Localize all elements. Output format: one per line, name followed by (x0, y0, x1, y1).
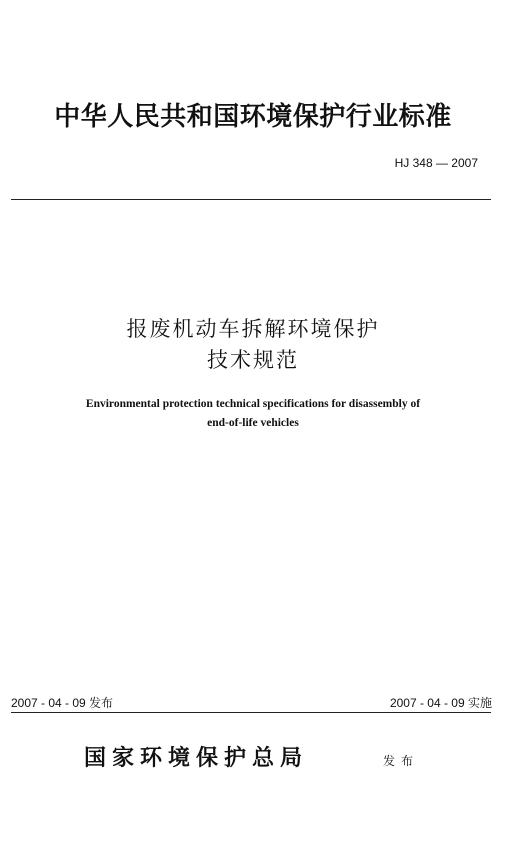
bottom-divider (11, 712, 491, 713)
english-title-line-1: Environmental protection technical specifications for disassembly of (85, 398, 421, 410)
chinese-title-line-2: 技术规范 (207, 348, 299, 372)
issuing-authority: 国家环境保护总局 (84, 745, 309, 771)
english-title-line-2: end-of-life vehicles (207, 417, 299, 429)
chinese-title-line-1: 报废机动车拆解环境保护 (126, 317, 380, 341)
implementation-date: 2007 - 04 - 09 实施 (389, 696, 492, 710)
standard-category-title: 中华人民共和国环境保护行业标准 (54, 102, 452, 132)
issue-label: 发布 (383, 754, 420, 768)
top-divider (11, 199, 491, 200)
issue-date: 2007 - 04 - 09 发布 (11, 696, 114, 710)
standard-code: HJ 348 — 2007 (394, 156, 478, 170)
